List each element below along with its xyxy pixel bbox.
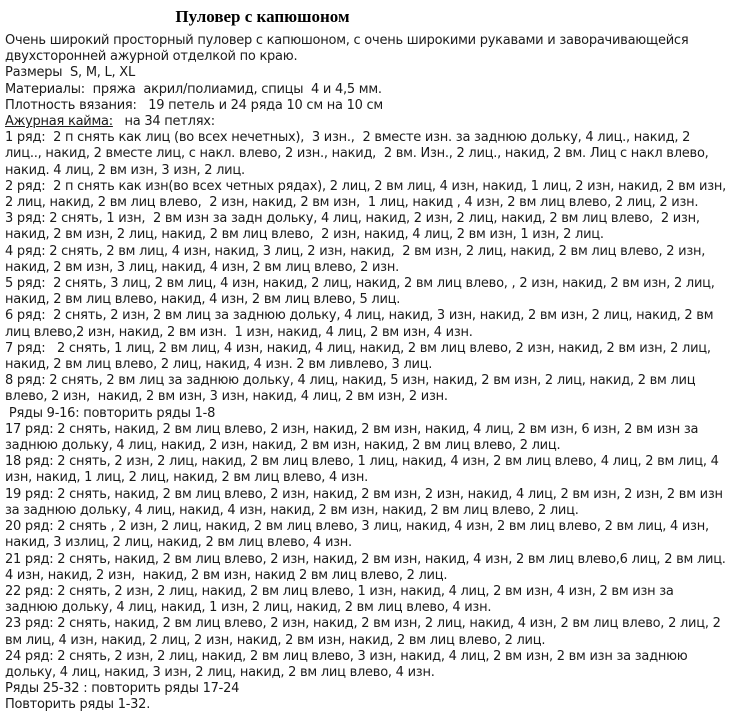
sizes-line: Размеры S, M, L, XL (5, 65, 135, 81)
pattern-row-1: 1 ряд: 2 п снять как лиц (во всех нечетных), 3 изн., 2 вместе изн. за заднюю дольку, 4 лиц., накид, 2 лиц.., накид, 2 вместе лиц, с накл. влево, 2 изн., накид, 2 вм. Изн., 2 лиц., накид, 2 вм. Лиц с накл влево, накид. 4 лиц, 2 вм изн, 3 изн, 2 лиц. (5, 130, 713, 178)
pattern-repeat-note-final: Повторить ряды 1-32. (5, 697, 151, 713)
pattern-row-19: 19 ряд: 2 снять, накид, 2 вм лиц влево, 2 изн, накид, 2 вм изн, 2 изн, накид, 4 лиц, 2 вм изн, 2 изн, 2 вм изн за заднюю дольку, 4 лиц, накид, 4 изн, накид, 2 вм изн, накид, 2 вм лиц влево, 2 лиц. (5, 486, 727, 518)
pattern-row-2: 2 ряд: 2 п снять как изн(во всех четных рядах), 2 лиц, 2 вм лиц, 4 изн, накид, 1 лиц, 2 изн, накид, 2 вм изн, 2 лиц, накид, 2 вм лиц влево, 2 изн, накид, 2 вм изн, 1 лиц, накид , 4 изн, 2 вм лиц влево, 2 лиц, 2 изн. (5, 178, 730, 211)
materials-line: Материалы: пряжа акрил/полиамид, спицы 4 и 4,5 мм. (5, 81, 382, 97)
pattern-row-4: 4 ряд: 2 снять, 2 вм лиц, 4 изн, накид, 3 лиц, 2 изн, накид, 2 вм изн, 2 лиц, накид, 2 вм лиц влево, 2 изн, накид, 2 вм изн, 3 лиц, накид, 4 изн, 2 вм лиц влево, 2 изн. (5, 243, 710, 275)
border-heading-detail: на 34 петлях: (112, 114, 215, 130)
page-title: Пуловер с капюшоном (175, 7, 350, 26)
border-heading-label: Ажурная кайма: (5, 114, 113, 130)
pattern-repeat-note-9-16: Ряды 9-16: повторить ряды 1-8 (5, 405, 216, 421)
border-heading-line (5, 114, 730, 130)
pattern-row-18: 18 ряд: 2 снять, 2 изн, 2 лиц, накид, 2 вм лиц влево, 1 лиц, накид, 4 изн, 2 вм лиц влево, 4 лиц, 2 вм лиц, 4 изн, накид, 1 лиц, 2 лиц, накид, 2 вм лиц влево, 4 изн. (5, 454, 723, 486)
pattern-row-8: 8 ряд: 2 снять, 2 вм лиц за заднюю дольку, 4 лиц, накид, 5 изн, накид, 2 вм изн, 2 лиц, накид, 2 вм лиц влево, 2 изн, накид, 2 вм изн, 3 изн, накид, 4 лиц, 2 вм изн, 2 изн. (5, 373, 700, 405)
pattern-description: Очень широкий просторный пуловер с капюшоном, с очень широкими рукавами и заворачивающейся двухсторонней ажурной отделкой по краю. (5, 33, 693, 65)
pattern-row-21: 21 ряд: 2 снять, накид, 2 вм лиц влево, 2 изн, накид, 2 вм изн, накид, 4 изн, 2 вм лиц влево,6 лиц, 2 вм лиц. 4 изн, накид, 2 изн, накид, 2 вм изн, накид 2 вм лиц влево, 2 лиц. (5, 551, 730, 583)
pattern-row-22: 22 ряд: 2 снять, 2 изн, 2 лиц, накид, 2 вм лиц влево, 1 изн, накид, 4 лиц, 2 вм изн, 4 изн, 2 вм изн за заднюю дольку, 4 лиц, накид, 1 изн, 2 лиц, накид, 2 вм лиц влево, 4 изн. (5, 583, 678, 616)
pattern-repeat-note-25-32: Ряды 25-32 : повторить ряды 17-24 (5, 681, 240, 697)
pattern-row-20: 20 ряд: 2 снять , 2 изн, 2 лиц, накид, 2 вм лиц влево, 3 лиц, накид, 4 изн, 2 вм лиц влево, 2 вм лиц, 4 изн, накид, 3 излиц, 2 лиц, накид, 2 вм лиц влево, 4 изн. (5, 519, 713, 551)
pattern-row-24: 24 ряд: 2 снять, 2 изн, 2 лиц, накид, 2 вм лиц влево, 3 изн, накид, 4 лиц, 2 вм изн, 2 вм изн за заднюю дольку, 4 лиц, накид, 3 изн, 2 лиц, накид, 2 вм лиц влево, 4 изн. (5, 648, 692, 680)
pattern-row-17: 17 ряд: 2 снять, накид, 2 вм лиц влево, 2 изн, накид, 2 вм изн, накид, 4 лиц, 2 вм изн, 6 изн, 2 вм изн за заднюю дольку, 4 лиц, накид, 2 изн, накид, 2 вм изн, накид, 2 вм лиц влево, 2 лиц. (5, 421, 703, 454)
gauge-line: Плотность вязания: 19 петель и 24 ряда 10 см на 10 см (5, 97, 383, 113)
pattern-row-5: 5 ряд: 2 снять, 3 лиц, 2 вм лиц, 4 изн, накид, 2 лиц, накид, 2 вм лиц влево, , 2 изн, накид, 2 вм изн, 2 лиц, накид, 2 вм лиц влево, накид, 4 изн, 2 вм лиц влево, 5 лиц. (5, 276, 719, 308)
pattern-row-23: 23 ряд: 2 снять, накид, 2 вм лиц влево, 2 изн, накид, 2 вм изн, 2 лиц, накид, 4 изн, 2 вм лиц влево, 2 лиц, 2 вм лиц, 4 изн, накид, 2 лиц, 2 изн, накид, 2 вм изн, накид, 2 вм лиц влево, 2 лиц. (5, 616, 725, 648)
pattern-row-3: 3 ряд: 2 снять, 1 изн, 2 вм изн за задн дольку, 4 лиц, накид, 2 изн, 2 лиц, накид, 2 вм лиц влево, 2 изн, накид, 2 вм изн, 2 лиц, накид, 2 вм лиц влево, 2 изн, накид, 4 лиц, 2 вм изн, 1 изн, 2 лиц. (5, 211, 704, 243)
pattern-row-6: 6 ряд: 2 снять, 2 изн, 2 вм лиц за заднюю дольку, 4 лиц, накид, 3 изн, накид, 2 вм изн, 2 лиц, накид, 2 вм лиц влево,2 изн, накид, 2 вм изн. 1 изн, накид, 4 лиц, 2 вм изн, 4 изн. (5, 308, 718, 340)
pattern-row-7: 7 ряд: 2 снять, 1 лиц, 2 вм лиц, 4 изн, накид, 4 лиц, накид, 2 вм лиц влево, 2 изн, накид, 2 вм изн, 2 лиц, накид, 2 вм лиц влево, 2 лиц, накид, 4 изн. 2 вм ливлево, 3 лиц. (5, 340, 715, 373)
